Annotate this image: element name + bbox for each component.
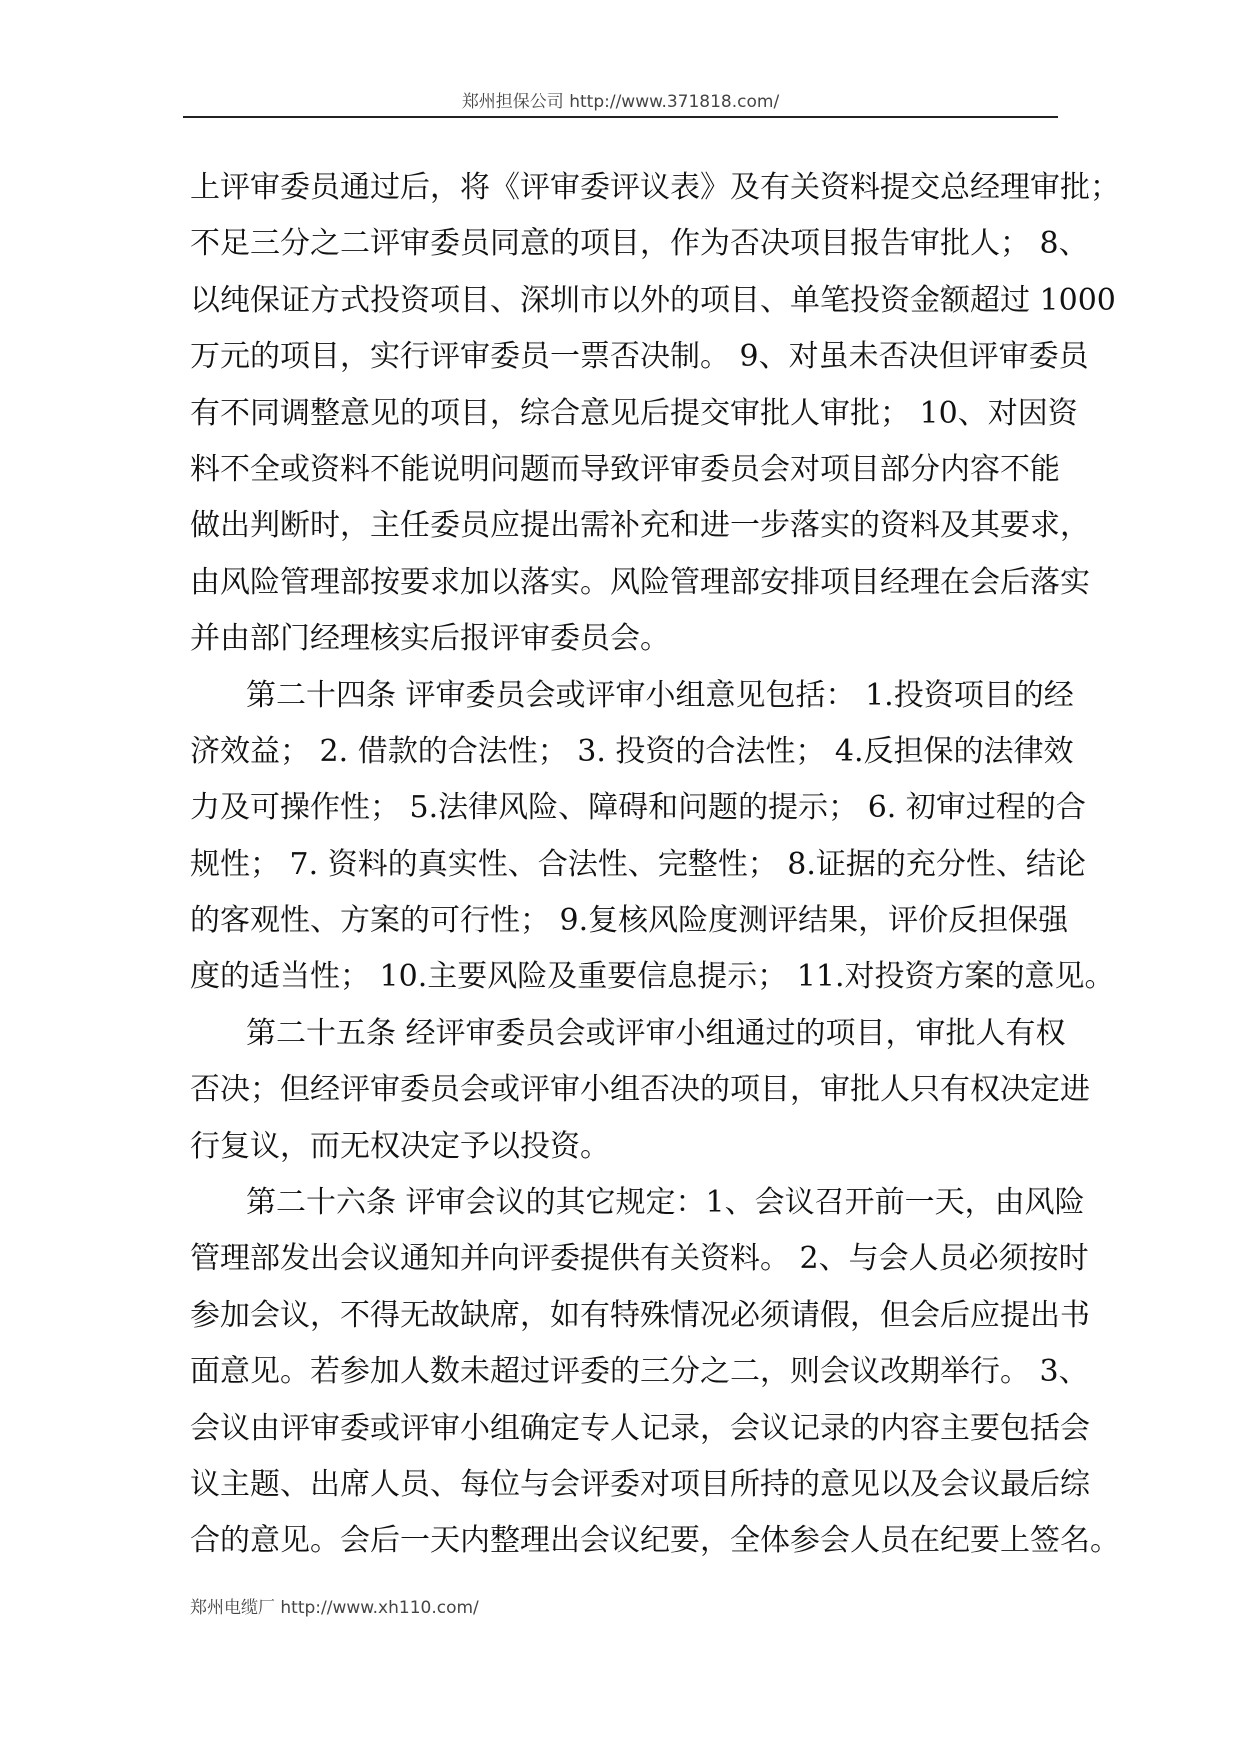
text-line: 以纯保证方式投资项目、深圳市以外的项目、单笔投资金额超过 1000: [190, 282, 1116, 318]
text-line: 并由部门经理核实后报评审委员会。: [190, 621, 670, 657]
text-line: 济效益； 2. 借款的合法性； 3. 投资的合法性； 4.反担保的法律效: [190, 733, 1074, 769]
text-line: 行复议，而无权决定予以投资。: [190, 1128, 610, 1164]
paragraph-article-25: [190, 1006, 1090, 1175]
paragraph-article-24: [190, 668, 1115, 1006]
page-footer: 郑州电缆厂 http://www.xh110.com/: [190, 1598, 479, 1618]
text-line: 规性； 7. 资料的真实性、合法性、完整性； 8.证据的充分性、结论: [190, 846, 1086, 882]
text-line: 否决；但经评审委员会或评审小组否决的项目，审批人只有权决定进: [190, 1072, 1090, 1108]
text-line: 合的意见。会后一天内整理出会议纪要，全体参会人员在纪要上签名。: [190, 1523, 1120, 1559]
text-line: 做出判断时，主任委员应提出需补充和进一步落实的资料及其要求，: [190, 508, 1090, 544]
text-line: 不足三分之二评审委员同意的项目，作为否决项目报告审批人； 8、: [190, 226, 1089, 262]
text-line: 会议由评审委或评审小组确定专人记录，会议记录的内容主要包括会: [190, 1410, 1090, 1446]
text-line: 的客观性、方案的可行性； 9.复核风险度测评结果，评价反担保强: [190, 903, 1069, 939]
text-line: 第二十五条 经评审委员会或评审小组通过的项目，审批人有权: [246, 1015, 1066, 1051]
text-line: 参加会议，不得无故缺席，如有特殊情况必须请假，但会后应提出书: [190, 1297, 1090, 1333]
text-line: 上评审委员通过后，将《评审委评议表》及有关资料提交总经理审批；: [190, 170, 1120, 205]
text-line: 料不全或资料不能说明问题而导致评审委员会对项目部分内容不能: [190, 451, 1060, 487]
paragraph-1: [190, 160, 1120, 668]
page-header: 郑州担保公司 http://www.371818.com/: [461, 92, 780, 112]
document-body: [190, 160, 1120, 1570]
text-line: 由风险管理部按要求加以落实。风险管理部安排项目经理在会后落实: [190, 564, 1090, 600]
text-line: 度的适当性； 10.主要风险及重要信息提示； 11.对投资方案的意见。: [190, 959, 1115, 995]
text-line: 力及可操作性； 5.法律风险、障碍和问题的提示； 6. 初审过程的合: [190, 790, 1086, 826]
text-line: 万元的项目，实行评审委员一票否决制。 9、对虽未否决但评审委员: [190, 339, 1089, 375]
paragraph-article-26: [190, 1175, 1120, 1570]
header-divider: [183, 116, 1058, 118]
text-line: 议主题、出席人员、每位与会评委对项目所持的意见以及会议最后综: [190, 1466, 1090, 1502]
text-line: 管理部发出会议通知并向评委提供有关资料。 2、与会人员必须按时: [190, 1241, 1089, 1277]
text-line: 面意见。若参加人数未超过评委的三分之二，则会议改期举行。 3、: [190, 1354, 1089, 1390]
text-line: 第二十四条 评审委员会或评审小组意见包括： 1.投资项目的经: [246, 677, 1074, 713]
text-line: 第二十六条 评审会议的其它规定：1、会议召开前一天，由风险: [246, 1185, 1085, 1221]
text-line: 有不同调整意见的项目，综合意见后提交审批人审批； 10、对因资: [190, 395, 1078, 431]
